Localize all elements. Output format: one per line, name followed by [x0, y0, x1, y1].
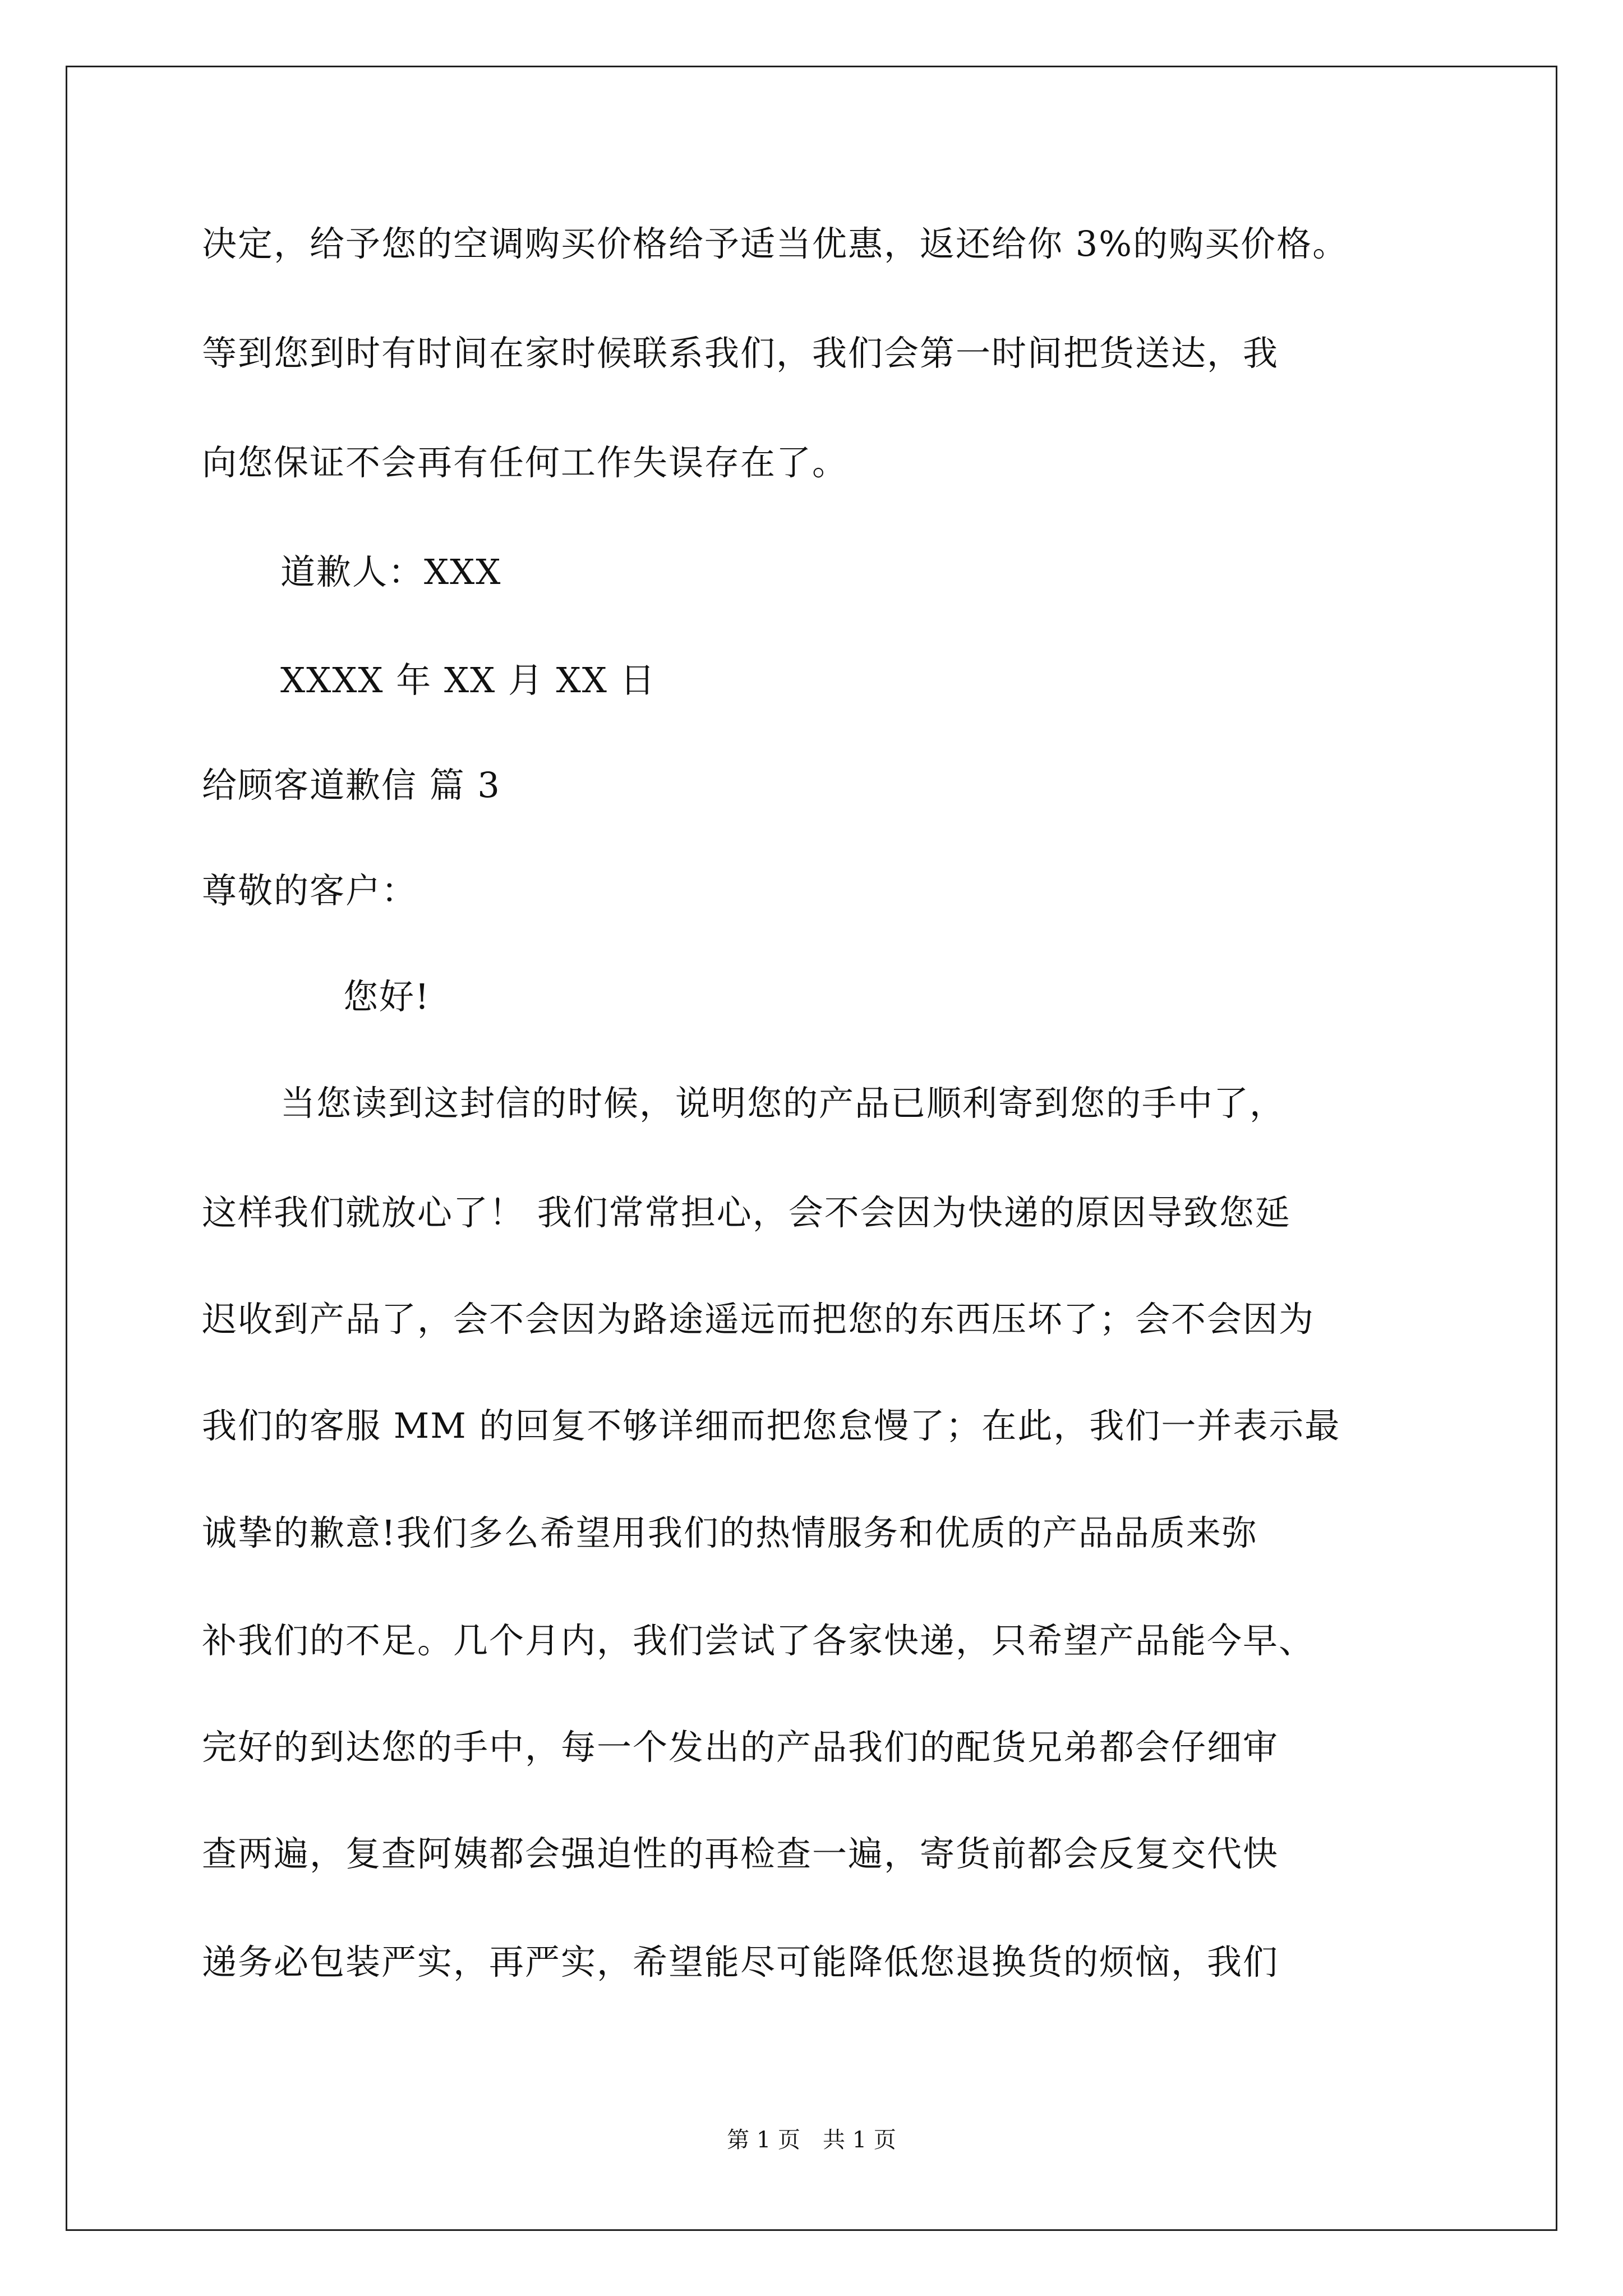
body-line-5: 这样我们就放心了！ 我们常常担心，会不会因为快递的原因导致您延: [202, 1192, 1291, 1233]
greeting: 您好!: [343, 976, 430, 1017]
body-line-2: 等到您到时有时间在家时候联系我们，我们会第一时间把货送达，我: [202, 333, 1279, 374]
body-line-7: 我们的客服 MM 的回复不够详细而把您怠慢了；在此，我们一并表示最: [202, 1405, 1341, 1446]
body-line-4: 当您读到这封信的时候，说明您的产品已顺利寄到您的手中了，: [280, 1083, 1286, 1124]
body-line-9: 补我们的不足。几个月内，我们尝试了各家快递，只希望产品能今早、: [202, 1620, 1315, 1661]
signature-line: 道歉人：XXX: [280, 551, 502, 592]
date-line: XXXX 年 XX 月 XX 日: [280, 660, 656, 701]
body-line-3: 向您保证不会再有任何工作失误存在了。: [202, 442, 849, 483]
salutation: 尊敬的客户：: [202, 870, 418, 911]
body-line-8: 诚挚的歉意!我们多么希望用我们的热情服务和优质的产品品质来弥: [202, 1512, 1258, 1553]
body-line-1: 决定，给予您的空调购买价格给予适当优惠，返还给你 3%的购买价格。: [202, 223, 1349, 264]
body-line-6: 迟收到产品了，会不会因为路途遥远而把您的东西压坏了；会不会因为: [202, 1299, 1315, 1340]
body-line-10: 完好的到达您的手中，每一个发出的产品我们的配货兄弟都会仔细审: [202, 1727, 1279, 1768]
page-border: [66, 66, 1557, 2231]
page-number-footer: 第 1 页 共 1 页: [727, 2127, 896, 2153]
body-line-11: 查两遍，复查阿姨都会强迫性的再检查一遍，寄货前都会反复交代快: [202, 1833, 1279, 1874]
body-line-12: 递务必包装严实，再严实，希望能尽可能降低您退换货的烦恼，我们: [202, 1941, 1279, 1982]
section-heading: 给顾客道歉信 篇 3: [202, 765, 501, 806]
